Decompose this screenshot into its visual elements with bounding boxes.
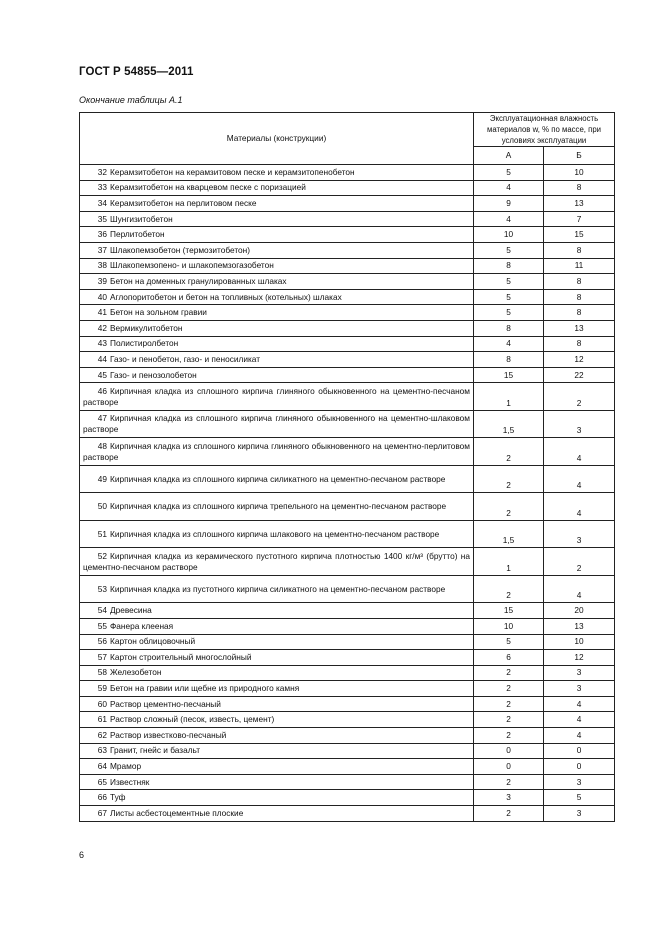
- row-number: 34: [97, 197, 107, 208]
- material-cell: [80, 336, 474, 352]
- value-a: 2: [474, 438, 544, 466]
- value-b: 5: [544, 790, 615, 806]
- table-body: [80, 165, 615, 822]
- value-a: 1: [474, 383, 544, 411]
- row-number: 45: [97, 369, 107, 380]
- value-b: 15: [544, 227, 615, 243]
- value-b: 4: [544, 728, 615, 744]
- value-b: 3: [544, 806, 615, 822]
- material-cell: [80, 681, 474, 697]
- value-a: 10: [474, 618, 544, 634]
- material-cell: [80, 575, 474, 603]
- value-b: 4: [544, 712, 615, 728]
- value-a: 10: [474, 227, 544, 243]
- row-number: 53: [97, 583, 107, 594]
- table-row: [80, 696, 615, 712]
- header-col-a: А: [474, 147, 544, 165]
- material-cell: [80, 493, 474, 521]
- material-cell: [80, 728, 474, 744]
- header-materials: Материалы (конструкции): [80, 113, 474, 165]
- table-row: [80, 743, 615, 759]
- value-a: 4: [474, 336, 544, 352]
- row-number: 54: [97, 605, 107, 616]
- row-number: 56: [97, 636, 107, 647]
- table-row: [80, 289, 615, 305]
- table-row: [80, 320, 615, 336]
- table-row: [80, 681, 615, 697]
- value-b: 8: [544, 274, 615, 290]
- table-row: [80, 520, 615, 548]
- value-b: 8: [544, 242, 615, 258]
- table-row: [80, 165, 615, 181]
- value-a: 2: [474, 465, 544, 493]
- material-cell: [80, 774, 474, 790]
- material-name: Кирпичная кладка из сплошного кирпича глиняного обыкновенного на цементно-песчаном растворе: [83, 385, 470, 407]
- table-row: [80, 618, 615, 634]
- value-b: 13: [544, 618, 615, 634]
- material-cell: [80, 665, 474, 681]
- value-a: 5: [474, 634, 544, 650]
- material-name: Бетон на зольном гравии: [110, 307, 207, 318]
- material-name: Раствор сложный (песок, известь, цемент): [110, 714, 275, 725]
- value-a: 2: [474, 575, 544, 603]
- table-row: [80, 258, 615, 274]
- material-cell: [80, 743, 474, 759]
- value-b: 4: [544, 493, 615, 521]
- value-a: 4: [474, 211, 544, 227]
- material-name: Шлакопемзобетон (термозитобетон): [110, 244, 250, 255]
- value-b: 3: [544, 520, 615, 548]
- row-number: 46: [97, 385, 107, 396]
- row-number: 43: [97, 338, 107, 349]
- material-name: Керамзитобетон на керамзитовом песке и керамзитопенобетон: [110, 166, 355, 177]
- table-row: [80, 634, 615, 650]
- material-cell: [80, 712, 474, 728]
- row-number: 67: [97, 807, 107, 818]
- value-b: 22: [544, 367, 615, 383]
- value-a: 1,5: [474, 410, 544, 438]
- row-number: 59: [97, 683, 107, 694]
- table-row: [80, 575, 615, 603]
- value-a: 9: [474, 196, 544, 212]
- table-row: [80, 548, 615, 576]
- value-a: 5: [474, 274, 544, 290]
- material-name: Газо- и пенобетон, газо- и пеносиликат: [110, 353, 260, 364]
- value-a: 5: [474, 305, 544, 321]
- value-b: 3: [544, 410, 615, 438]
- material-name: Кирпичная кладка из сплошного кирпича глиняного обыкновенного на цементно-шлаковом растворе: [83, 413, 470, 435]
- row-number: 40: [97, 291, 107, 302]
- value-a: 3: [474, 790, 544, 806]
- material-name: Кирпичная кладка из керамического пустотного кирпича плотностью 1400 кг/м³ (брутто) на цементно-песчаном растворе: [83, 550, 470, 572]
- row-number: 36: [97, 229, 107, 240]
- material-cell: [80, 548, 474, 576]
- material-name: Кирпичная кладка из сплошного кирпича шлакового на цементно-песчаном растворе: [110, 528, 440, 539]
- table-row: [80, 196, 615, 212]
- value-a: 5: [474, 165, 544, 181]
- value-b: 8: [544, 336, 615, 352]
- row-number: 41: [97, 307, 107, 318]
- row-number: 48: [97, 440, 107, 451]
- table-row: [80, 806, 615, 822]
- value-a: 15: [474, 603, 544, 619]
- material-cell: [80, 696, 474, 712]
- value-b: 13: [544, 196, 615, 212]
- value-b: 3: [544, 681, 615, 697]
- table-row: [80, 352, 615, 368]
- row-number: 66: [97, 792, 107, 803]
- value-a: 2: [474, 728, 544, 744]
- row-number: 60: [97, 698, 107, 709]
- value-a: 0: [474, 759, 544, 775]
- table-row: [80, 242, 615, 258]
- material-cell: [80, 520, 474, 548]
- document-title: ГОСТ Р 54855—2011: [79, 66, 194, 78]
- material-cell: [80, 274, 474, 290]
- material-name: Фанера клееная: [110, 620, 174, 631]
- value-b: 10: [544, 634, 615, 650]
- row-number: 61: [97, 714, 107, 725]
- row-number: 35: [97, 213, 107, 224]
- table-row: [80, 603, 615, 619]
- material-cell: [80, 227, 474, 243]
- material-name: Керамзитобетон на кварцевом песке с поризацией: [110, 182, 306, 193]
- material-cell: [80, 603, 474, 619]
- material-name: Шунгизитобетон: [110, 213, 173, 224]
- value-a: 15: [474, 367, 544, 383]
- material-cell: [80, 367, 474, 383]
- material-name: Газо- и пенозолобетон: [110, 369, 197, 380]
- value-a: 2: [474, 806, 544, 822]
- table-row: [80, 211, 615, 227]
- material-name: Мрамор: [110, 761, 142, 772]
- material-cell: [80, 242, 474, 258]
- row-number: 51: [97, 528, 107, 539]
- material-cell: [80, 258, 474, 274]
- value-a: 2: [474, 493, 544, 521]
- material-cell: [80, 305, 474, 321]
- value-a: 8: [474, 352, 544, 368]
- material-cell: [80, 465, 474, 493]
- material-cell: [80, 196, 474, 212]
- material-cell: [80, 618, 474, 634]
- material-cell: [80, 211, 474, 227]
- table-row: [80, 383, 615, 411]
- table-row: [80, 367, 615, 383]
- header-col-b: Б: [544, 147, 615, 165]
- row-number: 38: [97, 260, 107, 271]
- value-b: 20: [544, 603, 615, 619]
- value-a: 5: [474, 289, 544, 305]
- value-a: 2: [474, 774, 544, 790]
- value-b: 0: [544, 759, 615, 775]
- value-a: 4: [474, 180, 544, 196]
- value-a: 1,5: [474, 520, 544, 548]
- material-cell: [80, 790, 474, 806]
- value-b: 3: [544, 774, 615, 790]
- value-a: 2: [474, 665, 544, 681]
- value-a: 5: [474, 242, 544, 258]
- table-row: [80, 274, 615, 290]
- value-a: 1: [474, 548, 544, 576]
- material-cell: [80, 759, 474, 775]
- material-name: Древесина: [110, 605, 152, 616]
- material-cell: [80, 180, 474, 196]
- material-cell: [80, 352, 474, 368]
- material-name: Раствор известково-песчаный: [110, 729, 227, 740]
- row-number: 55: [97, 620, 107, 631]
- row-number: 50: [97, 501, 107, 512]
- material-name: Железобетон: [110, 667, 162, 678]
- value-b: 7: [544, 211, 615, 227]
- value-a: 8: [474, 320, 544, 336]
- row-number: 42: [97, 322, 107, 333]
- value-b: 4: [544, 465, 615, 493]
- value-b: 11: [544, 258, 615, 274]
- table-row: [80, 759, 615, 775]
- value-a: 2: [474, 681, 544, 697]
- row-number: 52: [97, 550, 107, 561]
- value-b: 4: [544, 696, 615, 712]
- table-row: [80, 712, 615, 728]
- material-name: Вермикулитобетон: [110, 322, 183, 333]
- row-number: 62: [97, 729, 107, 740]
- value-b: 4: [544, 575, 615, 603]
- material-name: Картон строительный многослойный: [110, 651, 252, 662]
- value-a: 0: [474, 743, 544, 759]
- material-cell: [80, 650, 474, 666]
- material-name: Перлитобетон: [110, 229, 165, 240]
- value-a: 6: [474, 650, 544, 666]
- table-row: [80, 493, 615, 521]
- material-name: Шлакопемзопено- и шлакопемзогазобетон: [110, 260, 274, 271]
- material-name: Керамзитобетон на перлитовом песке: [110, 197, 257, 208]
- row-number: 64: [97, 761, 107, 772]
- row-number: 32: [97, 166, 107, 177]
- material-name: Полистиролбетон: [110, 338, 179, 349]
- value-b: 4: [544, 438, 615, 466]
- value-a: 2: [474, 712, 544, 728]
- material-name: Кирпичная кладка из сплошного кирпича трепельного на цементно-песчаном растворе: [110, 501, 447, 512]
- material-name: Кирпичная кладка из пустотного кирпича силикатного на цементно-песчаном растворе: [110, 583, 446, 594]
- row-number: 47: [97, 413, 107, 424]
- material-name: Картон облицовочный: [110, 636, 196, 647]
- value-b: 13: [544, 320, 615, 336]
- value-b: 0: [544, 743, 615, 759]
- material-name: Листы асбестоцементные плоские: [110, 807, 244, 818]
- material-cell: [80, 634, 474, 650]
- table-row: [80, 438, 615, 466]
- material-name: Раствор цементно-песчаный: [110, 698, 221, 709]
- material-cell: [80, 165, 474, 181]
- material-name: Бетон на доменных гранулированных шлаках: [110, 275, 287, 286]
- table-row: [80, 790, 615, 806]
- material-cell: [80, 320, 474, 336]
- table-row: [80, 665, 615, 681]
- table-row: [80, 728, 615, 744]
- value-b: 8: [544, 180, 615, 196]
- table-row: [80, 227, 615, 243]
- row-number: 65: [97, 776, 107, 787]
- value-a: 2: [474, 696, 544, 712]
- table-row: [80, 336, 615, 352]
- row-number: 44: [97, 353, 107, 364]
- materials-table: [79, 112, 615, 822]
- value-b: 8: [544, 289, 615, 305]
- material-name: Туф: [110, 792, 126, 803]
- row-number: 37: [97, 244, 107, 255]
- row-number: 39: [97, 275, 107, 286]
- material-cell: [80, 383, 474, 411]
- row-number: 33: [97, 182, 107, 193]
- material-name: Бетон на гравии или щебне из природного камня: [110, 683, 300, 694]
- row-number: 57: [97, 651, 107, 662]
- material-cell: [80, 289, 474, 305]
- material-name: Гранит, гнейс и базальт: [110, 745, 201, 756]
- material-name: Аглопоритобетон и бетон на топливных (котельных) шлаках: [110, 291, 342, 302]
- value-b: 2: [544, 548, 615, 576]
- header-humidity: Эксплуатационная влажность материалов w, % по массе, при условиях эксплуатации: [474, 113, 615, 147]
- value-b: 3: [544, 665, 615, 681]
- row-number: 58: [97, 667, 107, 678]
- material-name: Кирпичная кладка из сплошного кирпича силикатного на цементно-песчаном растворе: [110, 473, 446, 484]
- material-cell: [80, 410, 474, 438]
- table-row: [80, 305, 615, 321]
- value-b: 12: [544, 650, 615, 666]
- value-b: 2: [544, 383, 615, 411]
- table-caption: Окончание таблицы А.1: [79, 95, 183, 105]
- material-cell: [80, 438, 474, 466]
- table-row: [80, 410, 615, 438]
- value-b: 12: [544, 352, 615, 368]
- value-b: 10: [544, 165, 615, 181]
- page-number: 6: [79, 850, 85, 860]
- material-cell: [80, 806, 474, 822]
- value-a: 8: [474, 258, 544, 274]
- value-b: 8: [544, 305, 615, 321]
- row-number: 63: [97, 745, 107, 756]
- material-name: Известняк: [110, 776, 150, 787]
- table-row: [80, 465, 615, 493]
- table-row: [80, 180, 615, 196]
- table-row: [80, 774, 615, 790]
- row-number: 49: [97, 473, 107, 484]
- material-name: Кирпичная кладка из сплошного кирпича глиняного обыкновенного на цементно-перлитовом растворе: [83, 440, 470, 462]
- table-row: [80, 650, 615, 666]
